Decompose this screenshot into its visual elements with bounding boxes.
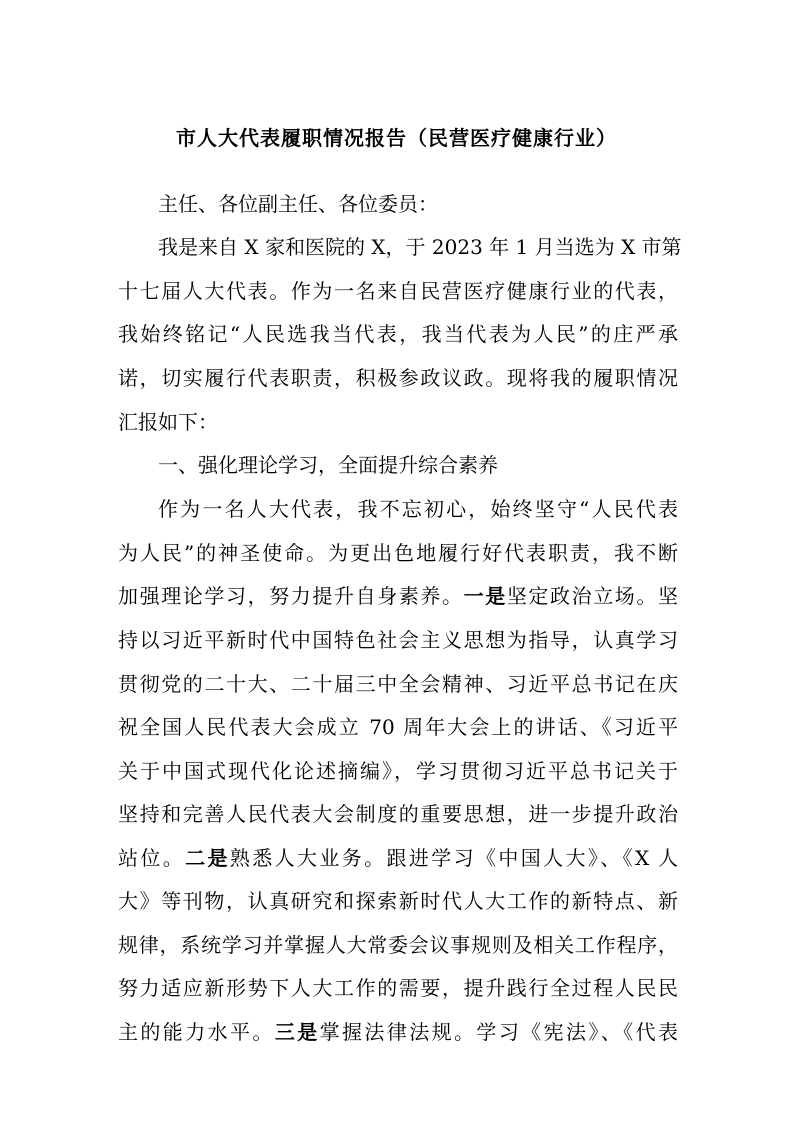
paragraph-line: 加强理论学习，努力提升自身素养。一是坚定政治立场。坚 <box>118 584 679 608</box>
paragraph-line: 站位。二是熟悉人大业务。跟进学习《中国人大》、《X 人 <box>118 846 679 870</box>
bold-marker: 二是 <box>185 846 230 870</box>
paragraph-line: 努力适应新形势下人大工作的需要，提升践行全过程人民民 <box>118 976 678 1000</box>
document-title: 市人大代表履职情况报告（民营医疗健康行业） <box>176 126 617 150</box>
bold-marker: 一是 <box>463 584 507 608</box>
paragraph-line: 主的能力水平。三是掌握法律法规。学习《宪法》、《代表 <box>118 1020 679 1044</box>
paragraph-line: 为人民”的神圣使命。为更出色地履行好代表职责，我不断 <box>118 541 678 565</box>
intro-line-1: 我是来自 X 家和医院的 X，于 2023 年 1 月当选为 X 市第 <box>158 235 682 259</box>
paragraph-line: 规律，系统学习并掌握人大常委会议事规则及相关工作程序， <box>118 933 678 957</box>
bold-marker: 三是 <box>274 1020 320 1044</box>
salutation: 主任、各位副主任、各位委员： <box>158 192 438 216</box>
paragraph-line: 持以习近平新时代中国特色社会主义思想为指导，认真学习 <box>118 628 678 652</box>
paragraph-line: 作为一名人大代表，我不忘初心，始终坚守“人民代表 <box>158 497 678 521</box>
intro-line-5: 汇报如下： <box>118 410 218 434</box>
section-heading-1: 一、强化理论学习，全面提升综合素养 <box>158 453 498 477</box>
paragraph-line: 大》等刊物，认真研究和探索新时代人大工作的新特点、新 <box>118 889 678 913</box>
intro-line-3: 我始终铭记“人民选我当代表，我当代表为人民”的庄严承 <box>118 322 678 346</box>
paragraph-line: 坚持和完善人民代表大会制度的重要思想，进一步提升政治 <box>118 802 678 826</box>
intro-line-4: 诺，切实履行代表职责，积极参政议政。现将我的履职情况 <box>118 366 678 390</box>
intro-line-2: 十七届人大代表。作为一名来自民营医疗健康行业的代表， <box>118 279 678 303</box>
paragraph-line: 关于中国式现代化论述摘编》，学习贯彻习近平总书记关于 <box>118 759 678 783</box>
paragraph-line: 祝全国人民代表大会成立 70 周年大会上的讲话、《习近平 <box>118 715 678 739</box>
paragraph-line: 贯彻党的二十大、二十届三中全会精神、习近平总书记在庆 <box>118 672 678 696</box>
